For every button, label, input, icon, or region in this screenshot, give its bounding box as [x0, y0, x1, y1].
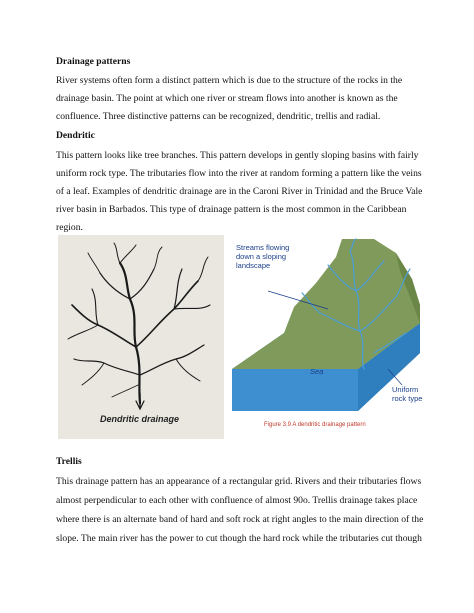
dendritic-drainage-caption: Dendritic drainage	[100, 414, 180, 424]
dendritic-line-2: uniform rock type. The tributaries flow into the river at random forming a pattern like the veins	[56, 168, 422, 179]
uniform-rock-label-line-1: Uniform	[392, 385, 419, 394]
trellis-line-1: This drainage pattern has an appearance of a rectangular grid. Rivers and their tributaries flows	[56, 476, 422, 487]
sea-label: Sea	[310, 367, 324, 376]
trellis-line-3: where there is an alternate band of hard and soft rock at right angles to the main direction of the	[56, 514, 424, 525]
figure-caption: Figure 3.9 A dendritic drainage pattern	[264, 422, 366, 428]
dendritic-line-4: river basin in Barbados. This type of drainage pattern is the most common in the Caribbean	[56, 204, 407, 215]
heading-dendritic: Dendritic	[56, 130, 95, 141]
trellis-line-2: almost perpendicular to each other with confluence of almost 90o. Trellis drainage takes place	[56, 495, 418, 506]
streams-label-line-2: down a sloping	[236, 252, 287, 261]
dendritic-figure	[58, 235, 426, 439]
dendritic-line-5: region.	[56, 222, 83, 233]
dendritic-line-3: of a leaf. Examples of dendritic drainage are in the Caroni River in Trinidad and the Bruce Vale	[56, 186, 423, 197]
intro-line-3: confluence. Three distinctive patterns can be recognized, dendritic, trellis and radial.	[56, 111, 381, 122]
streams-label-line-3: landscape	[236, 261, 271, 270]
heading-trellis: Trellis	[56, 456, 82, 467]
intro-line-1: River systems often form a distinct pattern which is due to the structure of the rocks in the	[56, 75, 403, 86]
intro-line-2: drainage basin. The point at which one river or stream flows into another is known as the	[56, 93, 398, 104]
streams-label	[236, 243, 289, 270]
dendritic-sketch-panel	[58, 235, 224, 439]
uniform-rock-label-line-2: rock type	[392, 394, 423, 403]
uniform-rock-label	[392, 385, 422, 403]
heading-drainage-patterns: Drainage patterns	[56, 56, 131, 67]
trellis-line-4: slope. The main river has the power to cut though the hard rock while the tributaries cut though	[56, 533, 422, 544]
dendritic-block-diagram	[224, 235, 426, 439]
streams-label-line-1: Streams flowing	[236, 243, 290, 252]
dendritic-line-1: This pattern looks like tree branches. This pattern develops in gently sloping basins with fairly	[56, 150, 419, 161]
dendritic-tree-sketch	[58, 235, 224, 439]
